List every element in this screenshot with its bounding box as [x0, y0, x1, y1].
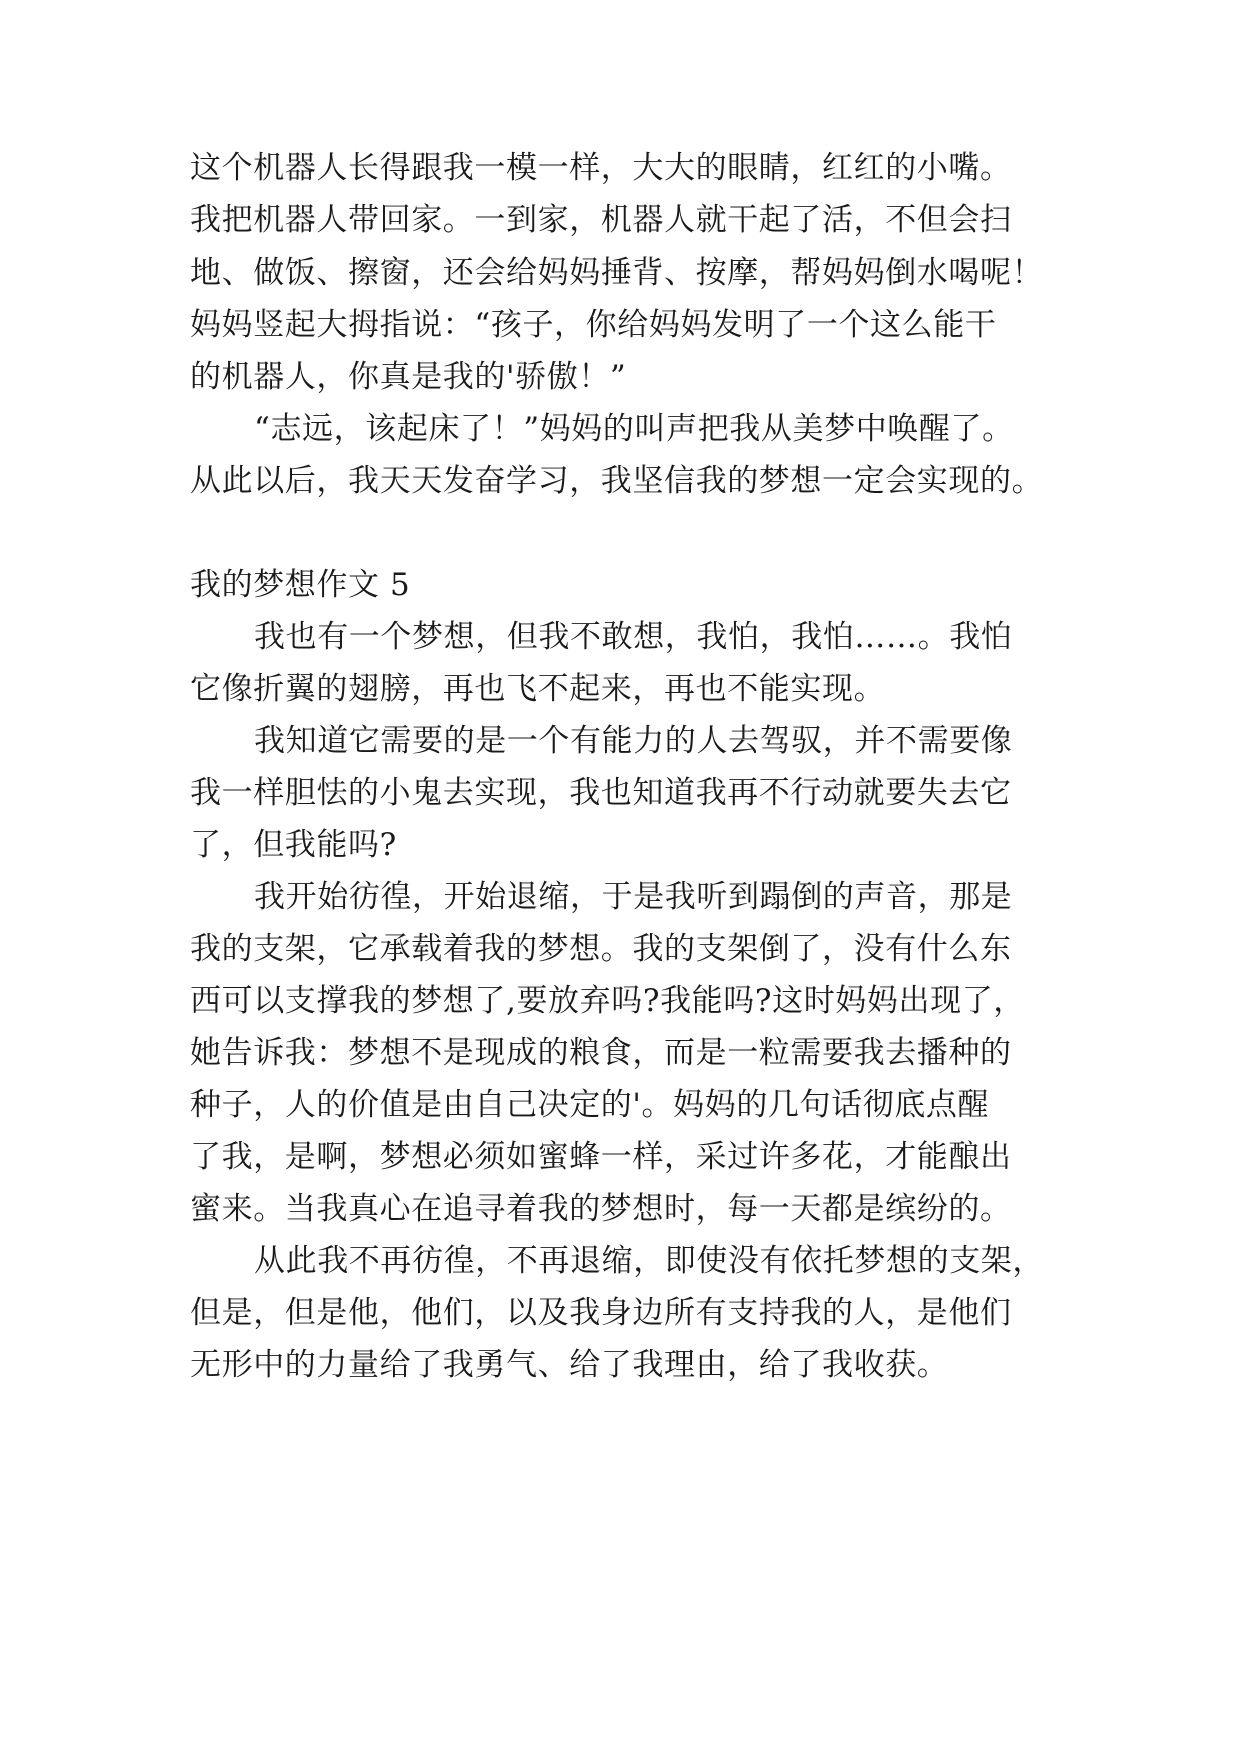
- text-line: 我一样胆怯的小鬼去实现，我也知道我再不行动就要失去它: [190, 775, 1012, 811]
- text-line: 西可以支撑我的梦想了,要放弃吗?我能吗?这时妈妈出现了，: [190, 983, 1025, 1019]
- text-line: 种子，人的价值是由自己决定的'。妈妈的几句话彻底点醒: [190, 1087, 990, 1123]
- text-line: 我的支架，它承载着我的梦想。我的支架倒了，没有什么东: [190, 931, 1012, 967]
- paragraph-first-line: 我也有一个梦想，但我不敢想，我怕，我怕……。我怕: [254, 619, 1013, 655]
- text-line: 了我，是啊，梦想必须如蜜蜂一样，采过许多花，才能酿出: [190, 1139, 1012, 1175]
- text-line: 她告诉我：梦想不是现成的粮食，而是一粒需要我去播种的: [190, 1035, 1012, 1071]
- text-line: 蜜来。当我真心在追寻着我的梦想时，每一天都是缤纷的。: [190, 1191, 1012, 1227]
- text-line: 无形中的力量给了我勇气、给了我理由，给了我收获。: [190, 1347, 949, 1383]
- paragraph-first-line: 我开始彷徨，开始退缩，于是我听到蹋倒的声音，那是: [254, 879, 1013, 915]
- paragraph-first-line: 从此我不再彷徨，不再退缩，即使没有依托梦想的支架，: [254, 1243, 1044, 1279]
- text-line: 妈妈竖起大拇指说：“孩子，你给妈妈发明了一个这么能干: [190, 307, 997, 343]
- text-line: 这个机器人长得跟我一模一样，大大的眼睛，红红的小嘴。: [190, 150, 1012, 186]
- text-line: 了，但我能吗?: [190, 827, 397, 863]
- section-heading: 我的梦想作文 5: [190, 567, 411, 603]
- text-line: 的机器人，你真是我的'骄傲！”: [190, 359, 627, 395]
- paragraph-first-line: 我知道它需要的是一个有能力的人去驾驭，并不需要像: [254, 723, 1013, 759]
- text-line: 它像折翼的翅膀，再也飞不起来，再也不能实现。: [190, 671, 886, 707]
- text-line: 我把机器人带回家。一到家，机器人就干起了活，不但会扫: [190, 202, 1012, 238]
- text-line: 地、做饭、擦窗，还会给妈妈捶背、按摩，帮妈妈倒水喝呢！: [190, 255, 1044, 291]
- text-line: 但是，但是他，他们，以及我身边所有支持我的人，是他们: [190, 1295, 1012, 1331]
- paragraph-first-line: “志远，该起床了！”妈妈的叫声把我从美梦中唤醒了。: [254, 411, 1014, 447]
- text-line: 从此以后，我天天发奋学习，我坚信我的梦想一定会实现的。: [190, 463, 1044, 499]
